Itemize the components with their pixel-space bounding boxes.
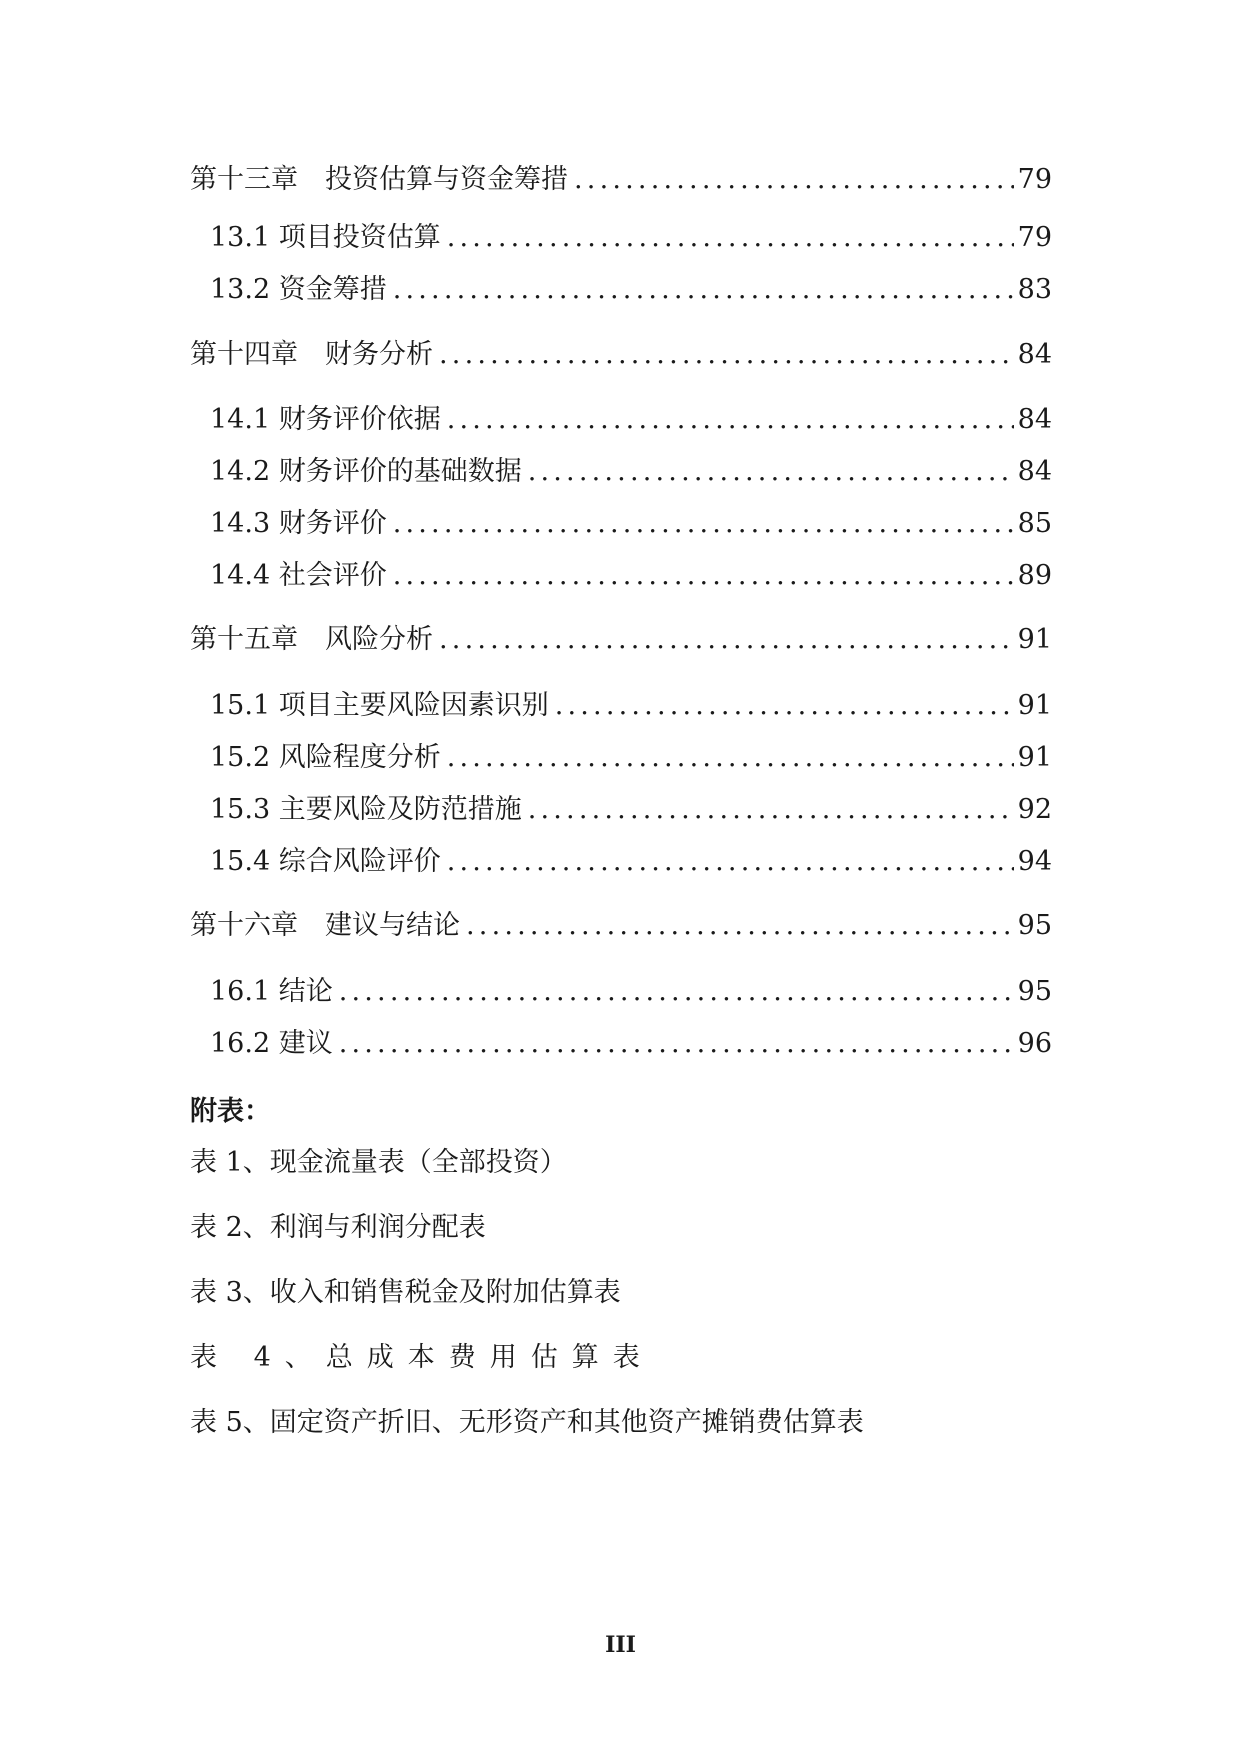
toc-entry-chapter-14 [190,338,1052,372]
toc-entry-title: 15.1 项目主要风险因素识别 [210,690,549,721]
dot-leader [528,455,1014,489]
toc-entry-section-15-4 [210,845,1052,879]
dot-leader [447,403,1014,437]
toc-entry-title: 16.2 建议 [210,1028,333,1059]
toc-entry-page: 84 [1017,404,1052,435]
toc-entry-page: 91 [1017,624,1052,655]
toc-entry-section-14-2 [210,455,1052,489]
toc-entry-page: 84 [1017,339,1052,370]
toc-entry-page: 85 [1017,508,1052,539]
dot-leader [339,1027,1014,1061]
dot-leader [439,623,1014,657]
toc-entry-title: 14.3 财务评价 [210,508,387,539]
toc-entry-title: 16.1 结论 [210,976,333,1007]
toc-entry-chapter-13 [190,163,1052,197]
toc-entry-section-13-1 [210,221,1052,255]
toc-entry-title: 13.1 项目投资估算 [210,222,441,253]
dot-leader [574,163,1014,197]
dot-leader [555,689,1014,723]
page-number: III [605,1632,636,1658]
toc-entry-section-14-4 [210,559,1052,593]
appendix-item: 表 4、总成本费用估算表 [190,1342,654,1373]
toc-entry-title: 13.2 资金筹措 [210,274,387,305]
toc-entry-page: 91 [1017,742,1052,773]
appendix-item: 表 5、固定资产折旧、无形资产和其他资产摊销费估算表 [190,1407,864,1438]
toc-entry-section-15-1 [210,689,1052,723]
dot-leader [447,221,1014,255]
toc-entry-title: 15.3 主要风险及防范措施 [210,794,522,825]
dot-leader [393,559,1014,593]
toc-entry-page: 84 [1017,456,1052,487]
toc-entry-page: 95 [1017,910,1052,941]
toc-entry-section-13-2 [210,273,1052,307]
toc-entry-page: 79 [1017,222,1052,253]
toc-entry-title: 14.4 社会评价 [210,560,387,591]
toc-entry-title: 第十四章 财务分析 [190,339,433,370]
toc-entry-section-16-1 [210,975,1052,1009]
toc-entry-title: 14.1 财务评价依据 [210,404,441,435]
dot-leader [528,793,1014,827]
appendix-item: 表 2、利润与利润分配表 [190,1212,486,1243]
toc-entry-page: 92 [1017,794,1052,825]
dot-leader [339,975,1014,1009]
toc-entry-chapter-16 [190,909,1052,943]
toc-entry-title: 第十三章 投资估算与资金筹措 [190,164,568,195]
toc-entry-page: 89 [1017,560,1052,591]
toc-entry-chapter-15 [190,623,1052,657]
toc-entry-section-15-3 [210,793,1052,827]
toc-entry-section-14-3 [210,507,1052,541]
dot-leader [466,909,1014,943]
toc-entry-page: 95 [1017,976,1052,1007]
dot-leader [393,273,1014,307]
toc-entry-title: 14.2 财务评价的基础数据 [210,456,522,487]
appendix-heading: 附表： [190,1096,271,1127]
toc-entry-title: 第十五章 风险分析 [190,624,433,655]
dot-leader [447,741,1014,775]
appendix-item: 表 3、收入和销售税金及附加估算表 [190,1277,621,1308]
dot-leader [393,507,1014,541]
toc-entry-title: 第十六章 建议与结论 [190,910,460,941]
toc-entry-title: 15.4 综合风险评价 [210,846,441,877]
toc-entry-section-16-2 [210,1027,1052,1061]
toc-entry-title: 15.2 风险程度分析 [210,742,441,773]
dot-leader [447,845,1014,879]
toc-entry-page: 83 [1017,274,1052,305]
toc-entry-page: 91 [1017,690,1052,721]
dot-leader [439,338,1014,372]
toc-entry-section-15-2 [210,741,1052,775]
toc-entry-section-14-1 [210,403,1052,437]
toc-entry-page: 79 [1017,164,1052,195]
toc-entry-page: 94 [1017,846,1052,877]
appendix-item: 表 1、现金流量表（全部投资） [190,1147,567,1178]
toc-entry-page: 96 [1017,1028,1052,1059]
